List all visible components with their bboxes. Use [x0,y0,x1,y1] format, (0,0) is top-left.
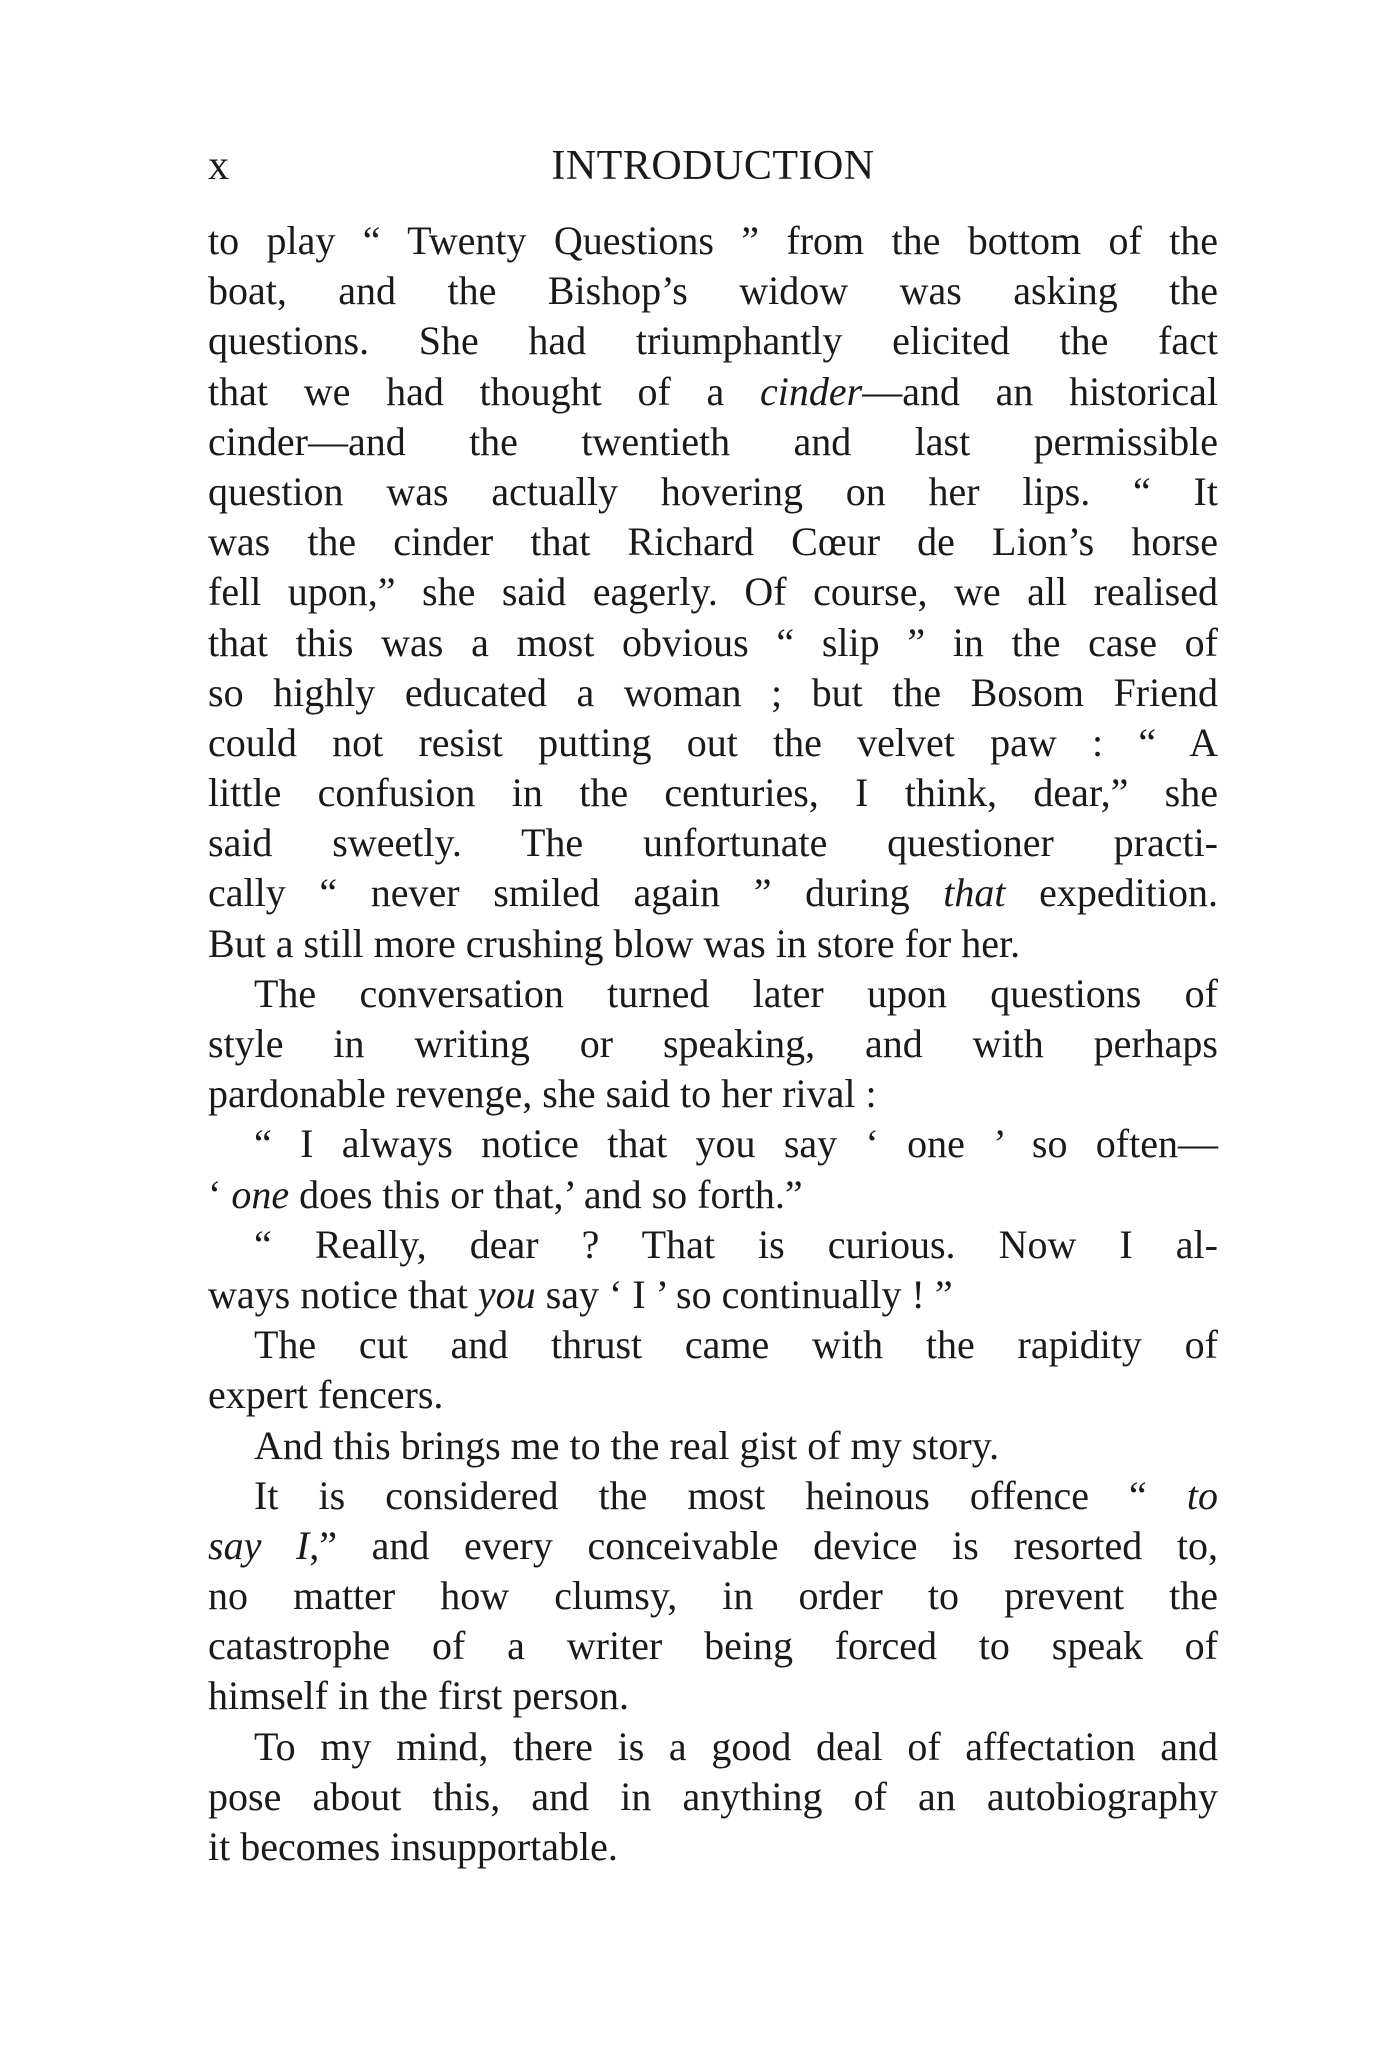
text-segment: expedition. [1005,870,1218,916]
text-line [208,216,1218,266]
text-segment: cally “ never smiled again ” during [208,870,944,916]
text-line [208,1370,1218,1420]
text-segment: was the cinder that Richard Cœur de Lion’s horse [208,519,1218,565]
text-line [208,1270,1218,1320]
page-number: x [208,143,229,189]
running-head: INTRODUCTION [551,143,875,189]
text-segment: But a still more crushing blow was in store for her. [208,920,1021,966]
text-line [208,316,1218,366]
text-line [208,1722,1218,1772]
text-segment: To my mind, there is a good deal of affectation and [254,1723,1218,1769]
text-line [208,868,1218,918]
text-line [208,1621,1218,1671]
text-line [208,1069,1218,1119]
text-line [208,1019,1218,1069]
text-line [208,1471,1218,1521]
text-line [208,567,1218,617]
text-line [208,1822,1218,1872]
text-line [208,919,1218,969]
text-segment: ways notice that [208,1271,478,1317]
text-line [208,1671,1218,1721]
text-line [208,969,1218,1019]
text-segment: It is considered the most heinous offence “ [254,1472,1187,1518]
text-segment: to play “ Twenty Questions ” from the bottom of the [208,218,1218,263]
text-line [208,467,1218,517]
text-line [208,618,1218,668]
text-segment: pose about this, and in anything of an autobiography [208,1773,1218,1819]
text-segment: that we had thought of a [208,368,760,414]
italic-text: cinder [760,368,863,414]
text-segment: ,” and every conceivable device is resorted to, [309,1522,1219,1568]
text-line [208,718,1218,768]
italic-text: to [1186,1472,1218,1518]
text-line [208,266,1218,316]
text-segment: little confusion in the centuries, I think, dear,” she [208,770,1218,816]
text-segment: expert fencers. [208,1372,444,1418]
text-line [208,417,1218,467]
page-header [208,138,1218,194]
text-segment: catastrophe of a writer being forced to speak of [208,1623,1218,1669]
text-segment: say ‘ I ’ so continually ! ” [535,1271,953,1317]
text-line [208,818,1218,868]
text-segment: boat, and the Bishop’s widow was asking the [208,268,1218,314]
italic-text: one [231,1171,290,1217]
text-segment: could not resist putting out the velvet paw : “ A [208,719,1218,765]
body-text [208,216,1218,1872]
text-line [208,768,1218,818]
italic-text: that [943,870,1006,916]
text-segment: questions. She had triumphantly elicited the fact [208,318,1218,364]
text-segment: himself in the first person. [208,1673,630,1719]
text-segment: question was actually hovering on her lips. “ It [208,468,1218,514]
text-segment: “ I always notice that you say ‘ one ’ so often— [254,1121,1218,1167]
text-segment: And this brings me to the real gist of my story. [254,1422,1000,1468]
text-segment: ‘ [208,1171,232,1217]
text-segment: said sweetly. The unfortunate questioner practi- [208,820,1218,866]
text-segment: fell upon,” she said eagerly. Of course, we all realised [208,569,1218,615]
text-line [208,1220,1218,1270]
text-segment: it becomes insupportable. [208,1824,618,1869]
text-line [208,367,1218,417]
text-segment: style in writing or speaking, and with perhaps [208,1021,1218,1066]
text-segment: —and an historical [862,368,1218,414]
text-line [208,1772,1218,1822]
italic-text: you [477,1271,536,1317]
text-segment: “ Really, dear ? That is curious. Now I al- [254,1221,1218,1267]
text-segment: no matter how clumsy, in order to prevent the [208,1573,1218,1619]
text-line [208,517,1218,567]
text-line [208,1320,1218,1370]
text-line [208,1170,1218,1220]
text-line [208,668,1218,718]
text-segment: that this was a most obvious “ slip ” in the case of [208,619,1218,665]
text-segment: The conversation turned later upon questions of [254,970,1218,1016]
text-line [208,1421,1218,1471]
text-line [208,1119,1218,1169]
text-segment: pardonable revenge, she said to her rival : [208,1071,877,1117]
text-line [208,1571,1218,1621]
text-segment: does this or that,’ and so forth.” [289,1171,803,1217]
italic-text: say I [208,1522,310,1568]
text-segment: The cut and thrust came with the rapidity of [254,1322,1218,1368]
text-segment: cinder—and the twentieth and last permissible [208,418,1218,464]
text-segment: so highly educated a woman ; but the Bosom Friend [208,669,1218,715]
text-line [208,1521,1218,1571]
